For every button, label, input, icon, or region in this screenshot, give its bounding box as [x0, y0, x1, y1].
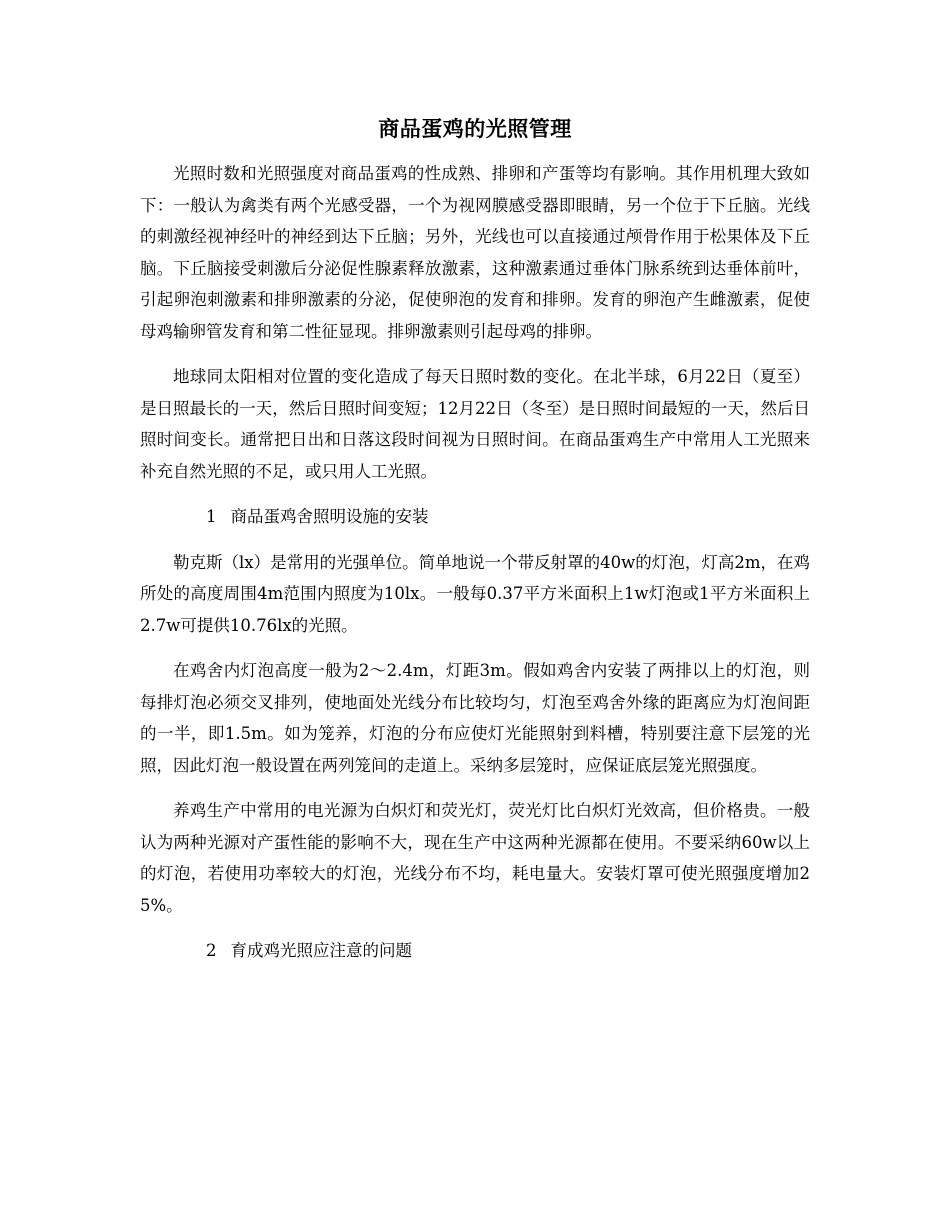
section-2-number: 2 [206, 941, 217, 960]
section-1-number: 1 [206, 507, 217, 526]
document-title: 商品蛋鸡的光照管理 [378, 116, 572, 141]
section-1-heading [140, 501, 810, 533]
document-page [140, 112, 810, 981]
section-2-heading [140, 935, 810, 967]
section-1-paragraph-1: 勒克斯（lx）是常用的光强单位。简单地说一个带反射罩的40w的灯泡，灯高2m，在鸡所处的高度周围4m范围内照度为10lx。一般每0.37平方米面积上1w灯泡或1平方米面积上2.7w可提供10.76lx的光照。 [140, 552, 810, 635]
section-2-title: 育成鸡光照应注意的问题 [230, 941, 412, 960]
section-1-title: 商品蛋鸡舍照明设施的安装 [230, 507, 429, 526]
intro-paragraph-2: 地球同太阳相对位置的变化造成了每天日照时数的变化。在北半球，6月22日（夏至）是日照最长的一天，然后日照时间变短；12月22日（冬至）是日照时间最短的一天，然后日照时间变长。通常把日出和日落这段时间视为日照时间。在商品蛋鸡生产中常用人工光照来补充自然光照的不足，或只用人工光照。 [140, 367, 810, 481]
section-1-paragraph-2: 在鸡舍内灯泡高度一般为2～2.4m，灯距3m。假如鸡舍内安装了两排以上的灯泡，则每排灯泡必须交叉排列，使地面处光线分布比较均匀，灯泡至鸡舍外缘的距离应为灯泡间距的一半，即1.5m。如为笼养，灯泡的分布应使灯光能照射到料槽，特别要注意下层笼的光照，因此灯泡一般设置在两列笼间的走道上。采纳多层笼时，应保证底层笼光照强度。 [140, 661, 810, 775]
section-1-paragraph-3: 养鸡生产中常用的电光源为白炽灯和荧光灯，荧光灯比白炽灯光效高，但价格贵。一般认为两种光源对产蛋性能的影响不大，现在生产中这两种光源都在使用。不要采纳60w以上的灯泡，若使用功率较大的灯泡，光线分布不均，耗电量大。安装灯罩可使光照强度增加25%。 [140, 801, 810, 915]
intro-paragraph-1: 光照时数和光照强度对商品蛋鸡的性成熟、排卵和产蛋等均有影响。其作用机理大致如下：一般认为禽类有两个光感受器，一个为视网膜感受器即眼睛，另一个位于下丘脑。光线的刺激经视神经叶的神经到达下丘脑；另外，光线也可以直接通过颅骨作用于松果体及下丘脑。下丘脑接受刺激后分泌促性腺素释放激素，这种激素通过垂体门脉系统到达垂体前叶，引起卵泡刺激素和排卵激素的分泌，促使卵泡的发育和排卵。发育的卵泡产生雌激素，促使母鸡输卵管发育和第二性征显现。排卵激素则引起母鸡的排卵。 [140, 164, 810, 341]
